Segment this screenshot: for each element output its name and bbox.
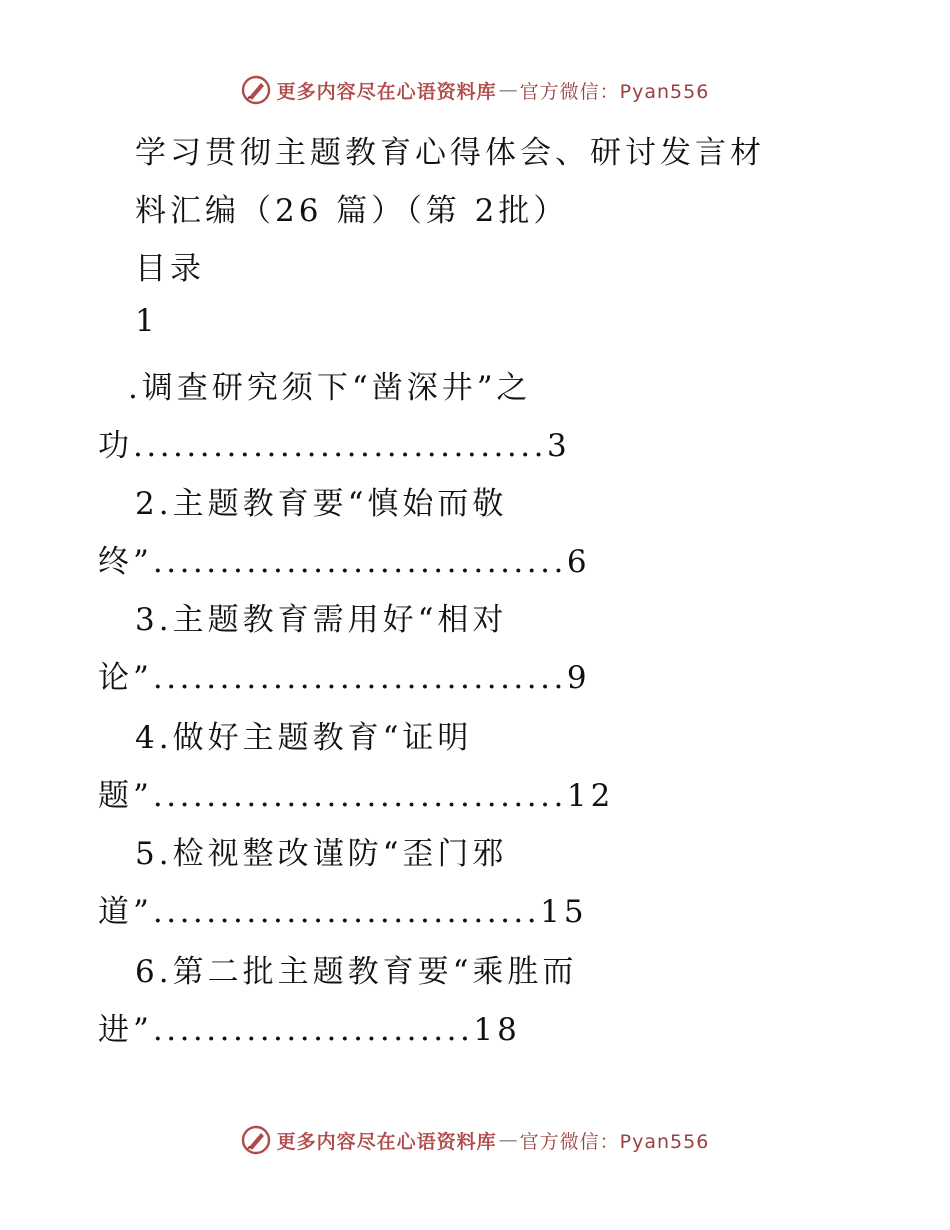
toc-item-6-dots: ........................ (152, 1012, 474, 1048)
toc-item-6-page: 18 (473, 1012, 521, 1048)
watermark-wechat-text: 官方微信：Pyan556 (519, 80, 710, 103)
toc-item-1-leader[interactable] (98, 420, 571, 465)
pen-logo-icon (241, 1125, 271, 1155)
watermark-separator: — (498, 1129, 518, 1151)
toc-item-2-page: 6 (566, 544, 591, 580)
toc-item-1-page: 3 (546, 428, 571, 464)
toc-item-5-page: 15 (540, 894, 588, 930)
toc-item-5-tail: 道” (98, 894, 153, 930)
toc-item-6-title[interactable]: 6.第二批主题教育要“乘胜而 (135, 954, 578, 990)
toc-item-6-tail: 进” (98, 1012, 153, 1048)
toc-item-3-page: 9 (566, 660, 591, 696)
toc-item-2-leader[interactable] (98, 536, 591, 581)
watermark-separator: — (498, 79, 518, 101)
header-watermark (0, 70, 950, 110)
toc-item-1-title[interactable]: .调查研究须下“凿深井”之 (128, 370, 532, 406)
toc-item-4-tail: 题” (98, 778, 153, 814)
toc-item-5-dots: ............................. (152, 894, 541, 930)
toc-item-3-tail: 论” (98, 660, 153, 696)
toc-item-5-leader[interactable] (98, 886, 588, 931)
toc-item-5-title[interactable]: 5.检视整改谨防“歪门邪 (135, 836, 508, 872)
toc-item-4-title[interactable]: 4.做好主题教育“证明 (135, 720, 473, 756)
footer-watermark (0, 1120, 950, 1160)
toc-item-2-title[interactable]: 2.主题教育要“慎始而敬 (135, 486, 508, 522)
toc-item-4-dots: ............................... (152, 778, 567, 814)
document-title-line1: 学习贯彻主题教育心得体会、研讨发言材 (135, 135, 765, 171)
watermark-main-text: 更多内容尽在心语资料库 (276, 1130, 497, 1153)
toc-item-4-page: 12 (566, 778, 615, 814)
watermark-main-text: 更多内容尽在心语资料库 (276, 80, 497, 103)
toc-first-number: 1 (135, 303, 159, 339)
toc-item-3-title[interactable]: 3.主题教育需用好“相对 (135, 602, 508, 638)
toc-item-2-tail: 终” (98, 544, 153, 580)
watermark-wechat-text: 官方微信：Pyan556 (519, 1130, 710, 1153)
toc-item-6-leader[interactable] (98, 1004, 521, 1049)
pen-logo-icon (241, 75, 271, 105)
toc-item-3-dots: ............................... (152, 660, 567, 696)
toc-item-4-leader[interactable] (98, 770, 614, 815)
toc-item-1-dots: ............................... (133, 428, 547, 464)
document-title-line2: 料汇编（26 篇）（第 2批） (135, 193, 569, 229)
toc-item-1-tail: 功 (98, 428, 133, 464)
toc-item-2-dots: ............................... (152, 544, 567, 580)
toc-item-3-leader[interactable] (98, 652, 591, 697)
toc-heading: 目录 (135, 251, 205, 287)
